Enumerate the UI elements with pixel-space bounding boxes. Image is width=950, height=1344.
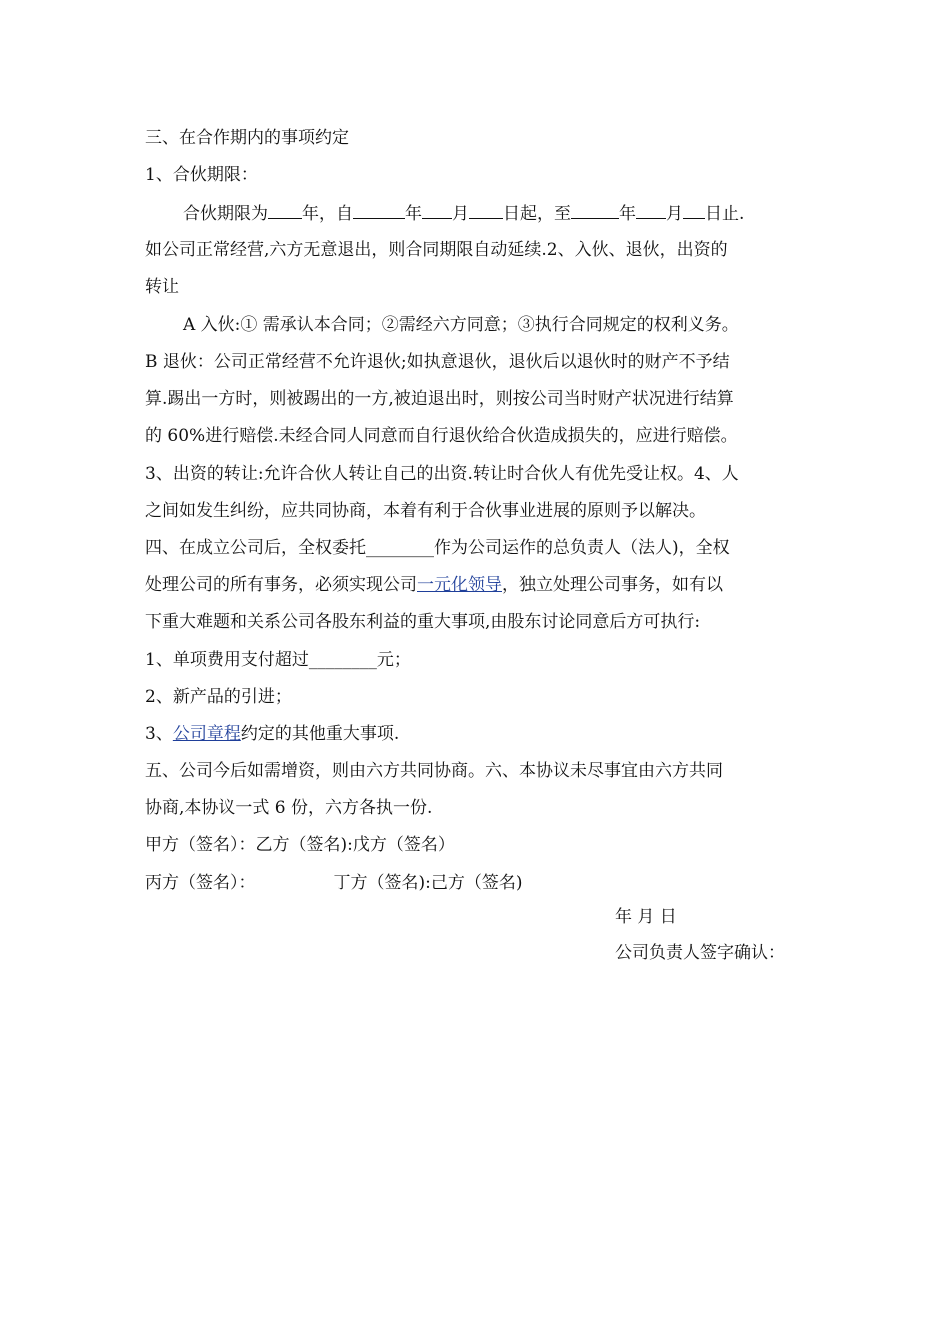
term-text-6: 年 [619,204,636,224]
section-four-text-b: ，独立处理公司事务，如有以 [502,575,723,595]
term-text-1: 合伙期限为 [183,204,268,224]
term-text-4: 月 [452,204,469,224]
date-line: 年 月 日 [615,907,677,927]
term-text-3: 年 [405,204,422,224]
blank-end-month [636,202,666,219]
section-four-text-a: 处理公司的所有事务，必须实现公司 [145,575,417,595]
other-item-number: 3、 [145,724,173,744]
term-text-2: 年，自 [302,204,353,224]
signature-ding-ji: 丁方（签名):己方（签名) [333,873,523,893]
blank-start-year [353,202,405,219]
section-four-line-2 [145,574,723,596]
transfer-line: 转让 [145,277,179,297]
section-five-line-2: 协商,本协议一式 6 份，六方各执一份. [145,798,433,818]
section-four-line-1: 四、在成立公司后，全权委托________作为公司运作的总负责人（法人)，全权 [145,538,730,558]
signature-bing: 丙方（签名）： [145,873,256,893]
product-item: 2、新产品的引进； [145,687,292,707]
exit-line-1: B 退伙：公司正常经营不允许退伙;如执意退伙，退伙后以退伙时的财产不予结 [145,352,730,372]
exit-line-2: 算.踢出一方时，则被踢出的一方,被迫退出时，则按公司当时财产状况进行结算 [145,389,734,409]
term-text-7: 月 [666,204,683,224]
company-charter-link[interactable]: 公司章程 [172,724,241,744]
section-four-line-3: 下重大难题和关系公司各股东利益的重大事项,由股东讨论同意后方可执行: [145,612,701,632]
cost-item: 1、单项费用支付超过________元； [145,650,411,670]
term-text-5: 日起，至 [503,204,571,224]
capital-line-2: 之间如发生纠纷，应共同协商，本着有利于合伙事业进展的原则予以解决。 [145,501,706,521]
confirm-line: 公司负责人签字确认： [615,943,785,963]
blank-end-day [683,202,705,219]
blank-years [268,202,302,219]
section-five-line-1: 五、公司今后如需增资，则由六方共同协商。六、本协议未尽事宜由六方共同 [145,761,723,781]
blank-start-day [469,202,503,219]
other-item-text: 约定的其他重大事项. [240,724,400,744]
capital-line-1: 3、出资的转让:允许合伙人转让自己的出资.转让时合伙人有优先受让权。4、人 [145,464,739,484]
item-1-title: 1、合伙期限： [145,165,258,185]
term-text-8: 日止. [705,204,745,224]
blank-start-month [422,202,452,219]
signature-line-1: 甲方（签名）：乙方（签名):戊方（签名） [145,835,455,855]
join-line: A 入伙:① 需承认本合同；②需经六方同意；③执行合同规定的权利义务。 [183,315,739,335]
signature-line-2 [145,872,523,894]
exit-line-3: 的 60%进行赔偿.未经合同人同意而自行退伙给合伙造成损失的，应进行赔偿。 [145,426,738,446]
section-heading-3: 三、在合作期内的事项约定 [145,128,349,148]
term-line [183,202,744,225]
auto-extend-line: 如公司正常经营,六方无意退出，则合同期限自动延续.2、入伙、退伙，出资的 [145,240,728,260]
unified-leadership-link[interactable]: 一元化领导 [417,575,502,595]
other-item [145,723,399,745]
blank-end-year [571,202,619,219]
